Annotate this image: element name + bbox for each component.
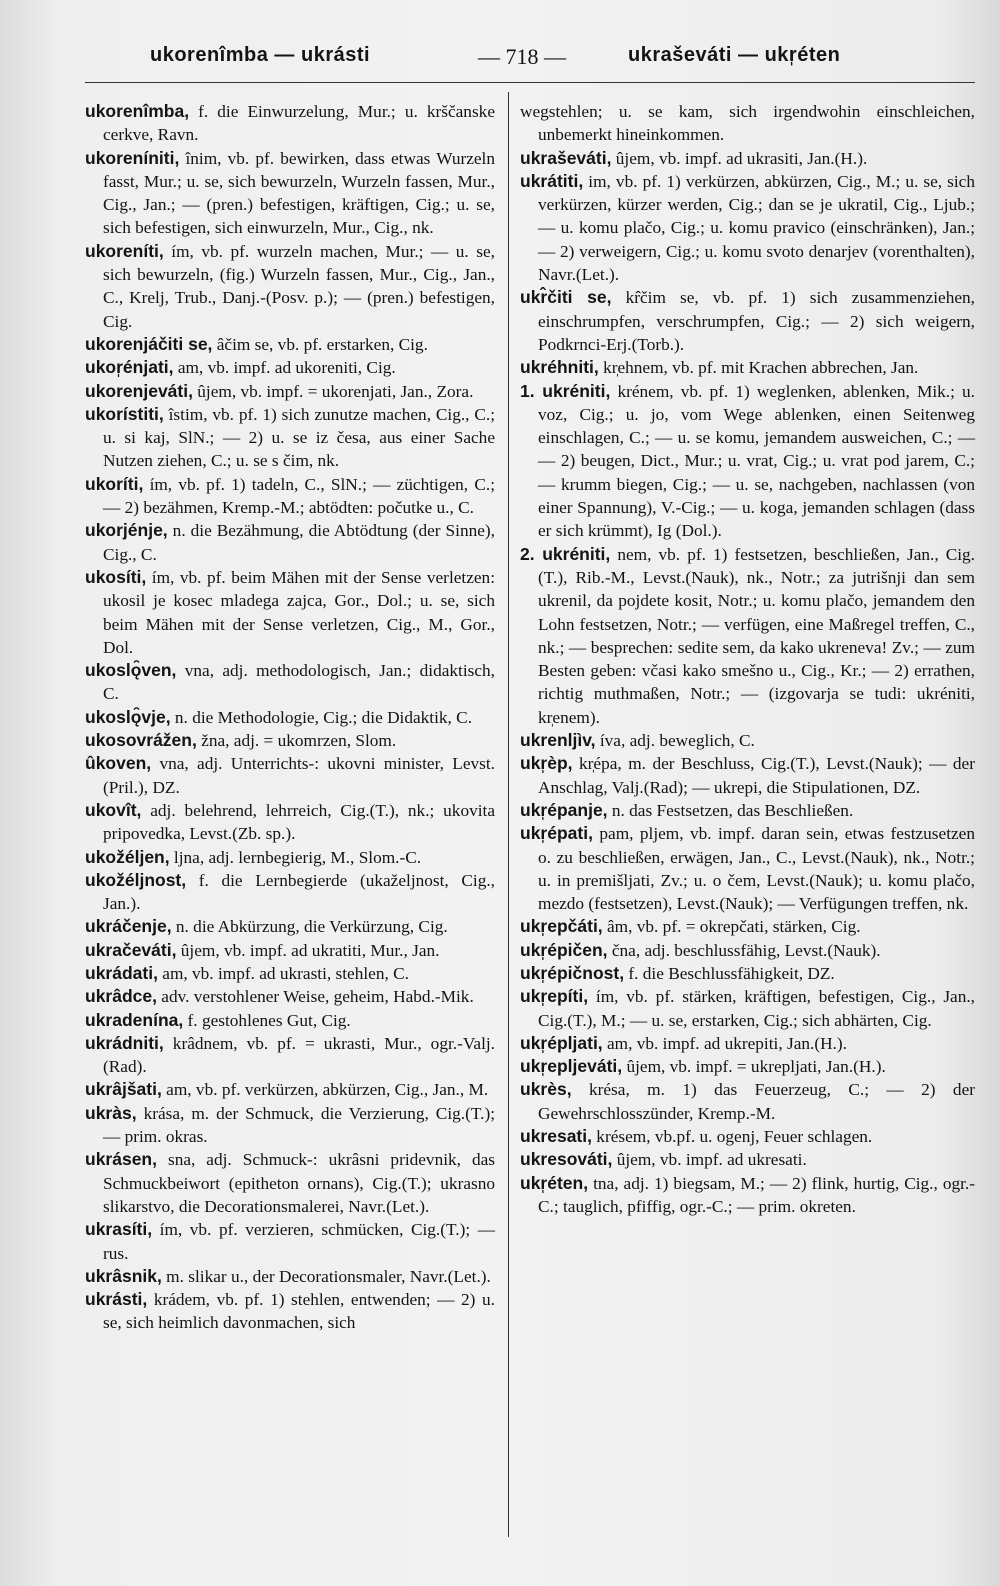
- entry-headword: ukráčenje,: [85, 916, 172, 937]
- dictionary-entry: [85, 100, 495, 147]
- dictionary-entry: [85, 356, 495, 379]
- entry-definition: vna, adj. Unterrichts-: ukovni minister, Levst.(Pril.), DZ.: [103, 754, 495, 797]
- entry-definition: îstim, vb. pf. 1) sich zunutze machen, Cig., C.; u. si kaj, SlN.; — 2) u. se iz česa, aus einer Sache Nutzen ziehen, C.; u. se s čim, nk.: [103, 404, 495, 471]
- dictionary-entry: [520, 799, 975, 822]
- entry-definition: ûjem, vb. impf. = ukorenjati, Jan., Zora.: [192, 381, 474, 401]
- entry-definition: ûjem, vb. impf. ad ukratiti, Mur., Jan.: [176, 940, 440, 960]
- entry-headword: ukrádniti,: [85, 1032, 164, 1053]
- dictionary-entry: [520, 1078, 975, 1125]
- entry-headword: ukorenîmba,: [85, 101, 190, 121]
- entry-definition: âm, vb. pf. = okrepčati, stärken, Cig.: [602, 917, 861, 937]
- dictionary-entry: [520, 286, 975, 356]
- dictionary-entry: [520, 962, 975, 985]
- entry-definition: ím, vb. pf. verzieren, schmücken, Cig.(T.); — rus.: [103, 1220, 495, 1263]
- entry-definition: âčim se, vb. pf. erstarken, Cig.: [212, 334, 428, 354]
- header-rule: [85, 82, 975, 83]
- dictionary-entry: [520, 380, 975, 543]
- dictionary-entry: [520, 1032, 975, 1055]
- entry-definition: wegstehlen; u. se kam, sich irgendwohin einschleichen, unbemerkt hineinkommen.: [520, 102, 975, 145]
- dictionary-entry: [85, 1265, 495, 1288]
- dictionary-entry: [85, 147, 495, 240]
- entry-headword: ukosovrážen,: [85, 730, 197, 751]
- dictionary-entry: [85, 915, 495, 938]
- entry-definition: n. die Bezähmung, die Abtödtung (der Sinne), Cig., C.: [103, 521, 495, 564]
- dictionary-entry: [85, 846, 495, 869]
- dictionary-entry: [85, 1032, 495, 1079]
- entry-headword: ukovît,: [85, 799, 142, 820]
- entry-definition: krâdnem, vb. pf. = ukrasti, Mur., ogr.-Valj.(Rad).: [103, 1033, 495, 1077]
- entry-definition: tna, adj. 1) biegsam, M.; — 2) flink, hurtig, Cig., ogr.-C.; tauglich, pfiffig, ogr.-C.; — prim. okreten.: [538, 1173, 975, 1216]
- entry-definition: am, vb. impf. ad ukrasti, stehlen, C.: [157, 963, 409, 983]
- dictionary-entry: [85, 403, 495, 473]
- dictionary-entry: [85, 939, 495, 962]
- page-header: [0, 44, 1000, 78]
- left-column: [85, 100, 495, 1335]
- entry-headword: ukresováti,: [520, 1149, 613, 1170]
- entry-definition: ûjem, vb. impf. ad ukresati.: [612, 1150, 807, 1170]
- dictionary-entry: [520, 100, 975, 147]
- entry-definition: im, vb. pf. 1) verkürzen, abkürzen, Cig., M.; u. se, sich verkürzen, kürzer werden, Cig.; dan se je ukratil, Cig., Ljub.; — u. komu plačo, Cig.; u. komu pravico (einschränken), Jan.; — 2) verweigern, Cig.; u. komu svoto denarjev (vorenthalten), Navr.(Let.).: [538, 171, 975, 285]
- dictionary-entry: [520, 1055, 975, 1078]
- entry-definition: ûjem, vb. impf. = ukrepljati, Jan.(H.).: [622, 1057, 886, 1077]
- entry-definition: krása, m. der Schmuck, die Verzierung, Cig.(T.); — prim. okras.: [103, 1103, 495, 1147]
- dictionary-entry: [85, 799, 495, 846]
- entry-headword: ukrásti,: [85, 1289, 148, 1310]
- entry-headword: ukosíti,: [85, 566, 147, 587]
- entry-definition: krésem, vb.pf. u. ogenj, Feuer schlagen.: [591, 1127, 873, 1147]
- entry-definition: m. slikar u., der Decorationsmaler, Navr.(Let.).: [161, 1266, 491, 1286]
- entry-headword: ukorjénje,: [85, 520, 168, 541]
- dictionary-entry: [85, 985, 495, 1008]
- entry-headword: ukraševáti,: [520, 147, 612, 168]
- entry-definition: krádem, vb. pf. 1) stehlen, entwenden; — 2) u. se, sich heimlich davonmachen, sich: [103, 1290, 495, 1333]
- entry-headword: ukrâsnik,: [85, 1265, 162, 1286]
- dictionary-entry: [85, 752, 495, 799]
- dictionary-entry: [85, 729, 495, 752]
- entry-definition: kr̂čim se, vb. pf. 1) sich zusammenziehen, einschrumpfen, verschrumpfen, Cig.; — 2) sich weigern, Podkrnci-Erj.(Torb.).: [538, 288, 975, 354]
- entry-definition: am, vb. impf. ad ukoreniti, Cig.: [173, 358, 396, 378]
- dictionary-entry: [85, 1218, 495, 1265]
- entry-headword: ukradenína,: [85, 1009, 184, 1030]
- entry-definition: žna, adj. = ukomrzen, Slom.: [196, 731, 397, 751]
- entry-headword: ukor̩énjati,: [85, 357, 174, 378]
- entry-definition: sna, adj. Schmuck-: ukrâsni pridevnik, das Schmuckbeiwort (epitheton ornans), Cig.(T.); ukrasno slikarstvo, die Decorationsmalerei, Navr.(Let.).: [103, 1150, 495, 1216]
- dictionary-entry: [85, 519, 495, 566]
- dictionary-entry: [85, 1148, 495, 1218]
- entry-definition: nem, vb. pf. 1) festsetzen, beschließen, Jan., Cig.(T.), Rib.-M., Levst.(Nauk), nk., Notr.; za jutrišnji dan sem ukrenil, da pojdete kosit, Notr.; u. komu plačo, jemandem den Lohn festsetzen, Notr.; — verfügen, eine Maßregel treffen, C., nk.; — besprechen: sedite sem, da kako ukreneva! Zv.; — zum Besten geben: včasi kako smešno u., Cig., Kr.; — 2) errathen, richtig muthmaßen, Notr.; — (izgovarja se tudi: ukréniti, kr̩enem).: [538, 544, 976, 727]
- entry-definition: čna, adj. beschlussfähig, Levst.(Nauk).: [607, 940, 881, 960]
- dictionary-entry: [85, 1288, 495, 1335]
- entry-headword: 1. ukréniti,: [520, 380, 611, 401]
- entry-headword: ukréhniti,: [520, 357, 599, 378]
- dictionary-entry: [85, 240, 495, 333]
- dictionary-entry: [85, 869, 495, 916]
- entry-headword: ukr̩épičnost,: [520, 962, 625, 983]
- entry-definition: f. die Einwurzelung, Mur.; u. krščanske cerkve, Ravn.: [103, 102, 495, 145]
- entry-definition: ím, vb. pf. beim Mähen mit der Sense verletzen: ukosil je kosec mladega zajca, Gor., Dol.; u. se, sich beim Mähen mit der Sense verletzen, Cig., M., Gor., Dol.: [103, 567, 495, 657]
- entry-headword: ukrasíti,: [85, 1219, 153, 1240]
- entry-definition: krésa, m. 1) das Feuerzeug, C.; — 2) der Gewehrschlosszünder, Kremp.-M.: [538, 1080, 975, 1123]
- entry-headword: ukrâdce,: [85, 986, 157, 1007]
- entry-headword: ukoríti,: [85, 473, 144, 494]
- dictionary-entry: [520, 752, 975, 799]
- entry-headword: ukrès,: [520, 1079, 572, 1100]
- entry-definition: kr̩ehnem, vb. pf. mit Krachen abbrechen, Jan.: [598, 358, 919, 378]
- dictionary-entry: [520, 1148, 975, 1171]
- dictionary-entry: [85, 962, 495, 985]
- entry-definition: înim, vb. pf. bewirken, dass etwas Wurzeln fasst, Mur.; u. se, sich bewurzeln, Wurzeln fassen, Mur., Cig., Jan.; — (pren.) befestigen, kräftigen, Cig.; u. se, sich befestigen, sich einwurzeln, Mur., Cig., nk.: [103, 148, 495, 238]
- dictionary-entry: [85, 1009, 495, 1032]
- right-column: [520, 100, 975, 1218]
- entry-headword: ukožéljen,: [85, 846, 170, 867]
- entry-definition: kr̩épa, m. der Beschluss, Cig.(T.), Levst.(Nauk); — der Anschlag, Valj.(Rad); — ukrepi, die Stipulationen, DZ.: [538, 754, 975, 797]
- entry-headword: ukr̩épičen,: [520, 939, 608, 960]
- entry-definition: n. die Methodologie, Cig.; die Didaktik, C.: [170, 707, 473, 727]
- entry-headword: ukorenjeváti,: [85, 380, 193, 401]
- entry-definition: ím, vb. pf. 1) tadeln, C., SlN.; — züchtigen, C.; — 2) bezähmen, Kremp.-M.; abtödten: počutke u., C.: [103, 474, 495, 518]
- dictionary-entry: [85, 473, 495, 520]
- entry-headword: ukračeváti,: [85, 939, 177, 960]
- entry-definition: pam, pljem, vb. impf. daran sein, etwas festzusetzen o. zu beschließen, erwägen, Jan., C., Levst.(Nauk), nk., Notr.; u. in premišljati, Zv.; u. o čem, Levst.(Nauk); u. komu plačo, mezdo (festsetzen), Levst.(Nauk); — Verfügungen treffen, nk.: [538, 824, 975, 914]
- entry-headword: ukr̩epíti,: [520, 986, 589, 1007]
- entry-headword: ukr̩èp,: [520, 753, 573, 774]
- entry-definition: n. das Festsetzen, das Beschließen.: [607, 800, 854, 820]
- entry-definition: adv. verstohlener Weise, geheim, Habd.-Mik.: [156, 987, 474, 1007]
- entry-headword: ukorístiti,: [85, 403, 164, 424]
- dictionary-entry: [520, 729, 975, 752]
- entry-definition: f. die Beschlussfähigkeit, DZ.: [624, 963, 835, 983]
- dictionary-entry: [85, 1102, 495, 1149]
- entry-headword: ukoslǫ̑ven,: [85, 660, 177, 681]
- entry-headword: ukresati,: [520, 1126, 592, 1147]
- entry-headword: ukorenjáčiti se,: [85, 333, 213, 354]
- dictionary-entry: [520, 822, 975, 915]
- entry-headword: ukrásen,: [85, 1149, 157, 1170]
- entry-headword: ukoreníniti,: [85, 147, 180, 168]
- entry-definition: f. die Lernbegierde (ukaželjnost, Cig., Jan.).: [103, 870, 495, 914]
- entry-headword: ukr̩épljati,: [520, 1032, 603, 1053]
- entry-definition: am, vb. pf. verkürzen, abkürzen, Cig., Jan., M.: [161, 1080, 489, 1100]
- entry-headword: 2. ukréniti,: [520, 543, 611, 564]
- dictionary-entry: [520, 170, 975, 286]
- entry-definition: am, vb. impf. ad ukrepiti, Jan.(H.).: [602, 1033, 847, 1053]
- page-number: — 718 —: [478, 44, 566, 69]
- header-right-guide-words: ukraševáti — ukr̩éten: [628, 44, 841, 66]
- entry-headword: ukrádati,: [85, 962, 158, 983]
- entry-headword: ukoreníti,: [85, 240, 164, 261]
- entry-definition: ím, vb. pf. wurzeln machen, Mur.; — u. se, sich bewurzeln, (fig.) Wurzeln fassen, Mur., Cig., Jan., C., Krelj, Trub., Danj.-(Posv. p.); — (pren.) befestigen, Cig.: [103, 241, 495, 331]
- entry-definition: íva, adj. beweglich, C.: [595, 731, 755, 751]
- dictionary-entry: [520, 1172, 975, 1219]
- entry-headword: ukrâjšati,: [85, 1079, 162, 1100]
- entry-definition: f. gestohlenes Gut, Cig.: [183, 1010, 351, 1030]
- dictionary-entry: [520, 985, 975, 1032]
- entry-headword: ukr̩epčáti,: [520, 916, 603, 937]
- dictionary-entry: [85, 566, 495, 659]
- header-left-guide-words: ukorenîmba — ukrásti: [150, 44, 371, 66]
- entry-definition: adj. belehrend, lehrreich, Cig.(T.), nk.; ukovita pripovedka, Levst.(Zb. sp.).: [103, 800, 495, 844]
- dictionary-entry: [85, 659, 495, 706]
- entry-definition: ljna, adj. lernbegierig, M., Slom.-C.: [169, 847, 422, 867]
- entry-definition: ím, vb. pf. stärken, kräftigen, befestigen, Cig., Jan., Cig.(T.), M.; — u. se, erstarken, Cig.; sich abhärten, Cig.: [538, 987, 975, 1030]
- entry-definition: ûjem, vb. impf. ad ukrasiti, Jan.(H.).: [611, 148, 868, 168]
- dictionary-entry: [520, 1125, 975, 1148]
- entry-headword: ukrenljìv,: [520, 730, 596, 751]
- entry-headword: ukožéljnost,: [85, 869, 187, 890]
- entry-headword: ûkoven,: [85, 753, 152, 774]
- entry-definition: krénem, vb. pf. 1) weglenken, ablenken, Mik.; u. voz, Cig.; u. jo, vom Wege ablenken, einen Seitenweg einschlagen, C.; — u. se komu, jemandem ausweichen, C.; — — 2) beugen, Dict., Mur.; u. vrat, Cig.; u. vrat pod jarem, C.; — krumm biegen, Cig.; — u. se, nachgeben, nachlassen (von einer Spannung), V.-Cig.; — u. koga, jemanden schlagen (dass er sich krümmt), Ig (Dol.).: [538, 381, 975, 541]
- dictionary-entry: [85, 333, 495, 356]
- dictionary-entry: [520, 939, 975, 962]
- column-divider: [508, 92, 509, 1537]
- dictionary-entry: [520, 543, 976, 729]
- entry-headword: ukr̂čiti se,: [520, 287, 612, 308]
- entry-headword: ukr̩epljeváti,: [520, 1056, 623, 1077]
- dictionary-entry: [85, 706, 495, 729]
- dictionary-entry: [520, 356, 975, 379]
- entry-definition: vna, adj. methodologisch, Jan.; didaktisch, C.: [103, 661, 495, 704]
- entry-headword: ukr̩épati,: [520, 823, 593, 844]
- dictionary-entry: [85, 1078, 495, 1101]
- entry-definition: n. die Abkürzung, die Verkürzung, Cig.: [171, 917, 448, 937]
- entry-headword: ukràs,: [85, 1102, 137, 1123]
- entry-headword: ukr̩éten,: [520, 1172, 589, 1193]
- entry-headword: ukr̩épanje,: [520, 799, 608, 820]
- dictionary-entry: [85, 380, 495, 403]
- entry-headword: ukrátiti,: [520, 170, 584, 191]
- dictionary-entry: [520, 915, 975, 938]
- entry-headword: ukoslǫ̑vje,: [85, 706, 171, 727]
- dictionary-entry: [520, 147, 975, 170]
